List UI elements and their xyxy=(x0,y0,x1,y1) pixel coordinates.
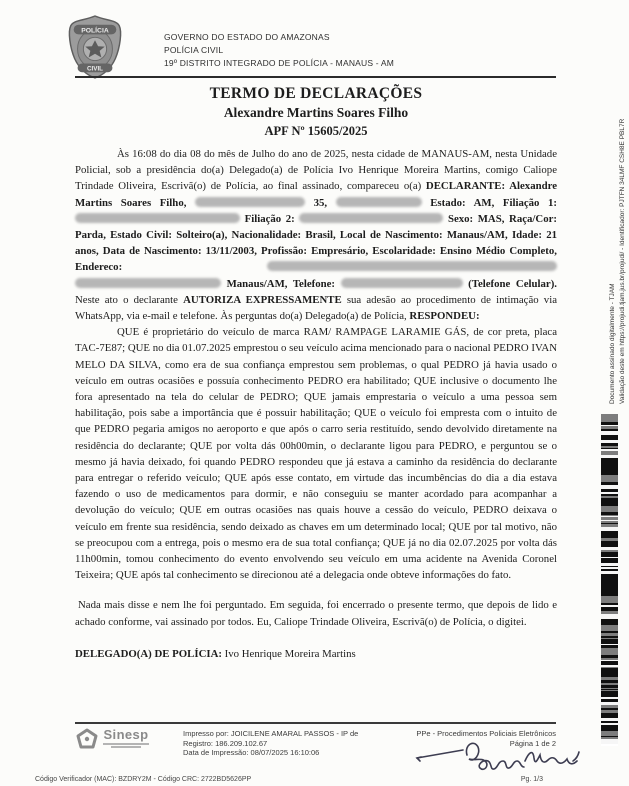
text-segment: QUE é proprietário do veículo de marca RAM/ RAMPAGE LARAMIE GÁS, de cor preta, placa TAC-7E87; QUE no dia 01.07.2025 emprestou o seu veículo acima mencionado para o nacional PEDRO IVAN MELO DA SILVA, como era de sua confiança emprestou sem problemas, o qual PEDRO já havia usado o veículo em outras ocasiões e possuía conhecimento PEDRO era habilitado; QUE inclusive o documento lhe fora apresentado na tela do celular de PEDRO; QUE jamais emprestaria o veículo a uma pessoa sem habilitação, pois sabe a importância que é possuir habilitação; QUE o veículo foi empresta com o intuito de que PEDRO pegaria amigos no aeroporto e que após o carro seria restituído, sendo devolvido diretamente na residência do declarante; QUE por volta dás 00h00min, o declarante ligou para PEDRO, e perguntou se o mesmo já havia deixado, foi quando PEDRO respondeu que já estava a caminho da residência do declarante para entregar o referido veículo; QUE após esse contato, em virtude das incumbências do dia a dia estava fazendo o uso de medicamentos para dormir, e não conseguiu se manter acordado para acompanhar a devolução do veículo; QUE em outras ocasiões nas quais houve a cessão do veículo, PEDRO deixava o veículo em frente sua residência, sendo deixado as chaves em um determinado local; QUE por tal motivo, não se preocupou com a entrega, pois o mesmo era de sua total confiança; QUE já no dia 02.07.2025 por volta dás 11h00min, tomou conhecimento do evento envolvendo seu veículo em uma acidente na Avenida Coronel Teixeira; QUE após tal conhecimento se direcionou até a delegacia onde obteve informações do fato. xyxy=(75,326,557,582)
letterhead xyxy=(64,14,394,80)
org-lines xyxy=(164,14,394,80)
apf-number: APF Nº 15605/2025 xyxy=(264,124,368,138)
badge-top-label: POLÍCIA xyxy=(81,27,109,35)
text-segment: AUTORIZA EXPRESSAMENTE xyxy=(183,293,342,306)
closing-paragraph xyxy=(75,597,557,629)
page-number: Pg. 1/3 xyxy=(520,776,543,783)
text-segment: Sexo: MAS, Raça/Cor: Parda, Estado Civil: Solteiro(a), Nacionalidade: Brasil, Local de Nascimento: Manaus/AM, Idade: 21 anos, Data de Nascimento: 13/11/2003, Profissão: Empresário, Escolaridade: Ensino Médio Completo, Endereco: xyxy=(75,212,557,274)
sidebar-validation-line: Validação deste em https://projudi.tjam.jus.br/projudi/ - Identificador: PJTFN 34LMF CSH8E PBL7R xyxy=(619,118,626,404)
text-segment: Neste ato o declarante xyxy=(75,293,184,306)
printed-by: Impresso por: JOICILENE AMARAL PASSOS - IP de xyxy=(183,729,359,738)
vertical-barcode xyxy=(601,414,618,746)
header-divider xyxy=(75,76,556,78)
redacted-text xyxy=(195,197,305,207)
text-segment: (Telefone Celular). xyxy=(468,277,557,290)
sinesp-logo-icon xyxy=(75,728,99,750)
declarant-name-title: Alexandre Martins Soares Filho xyxy=(223,105,409,120)
text-segment: Filiação 2: xyxy=(244,212,300,225)
registry-ip: Registro: 186.209.102.67 xyxy=(183,738,268,748)
barcode-stripe xyxy=(601,741,618,744)
org-line-government: GOVERNO DO ESTADO DO AMAZONAS xyxy=(164,32,330,42)
text-segment: Manaus/AM, Telefone: xyxy=(226,277,341,290)
document-title: TERMO DE DECLARAÇÕES xyxy=(209,85,423,102)
redacted-text xyxy=(75,213,240,223)
footer-divider xyxy=(75,722,556,724)
statement-paragraph xyxy=(75,324,557,583)
digital-signature-sidebar xyxy=(608,36,628,404)
text-segment: Ivo Henrique Moreira Martins xyxy=(221,647,356,660)
print-info xyxy=(177,728,416,758)
sinesp-logo-text: Sinesp xyxy=(103,727,149,742)
title-block xyxy=(75,85,557,139)
sinesp-logo xyxy=(75,728,177,750)
sidebar-signed-line: Documento assinado digitalmente - TJAM xyxy=(609,283,616,404)
redacted-text xyxy=(341,278,463,288)
ppe-system-name: PPe - Procedimentos Policiais Eletrônicos xyxy=(416,729,556,738)
text-segment: RESPONDEU: xyxy=(409,310,480,323)
text-segment: Às 16:08 do dia 08 do mês de Julho do ano de 2025, nesta cidade de MANAUS-AM, nesta Unidade Policial, sob a presidência do(a) Delegado(a) de Polícia Ivo Henrique Moreira Martins, comigo Caliope Trindade Oliveira, Escrivã(o) de Polícia, ao final assinado, compareceu o(a) xyxy=(75,148,557,193)
text-segment: Estado: AM, Filiação 1: xyxy=(430,196,558,209)
police-civil-badge-icon xyxy=(64,14,126,80)
redacted-text xyxy=(299,213,443,223)
sinesp-caption-line xyxy=(111,746,141,748)
print-date: Data de Impressão: 08/07/2025 16:10:06 xyxy=(183,748,320,757)
delegate-signature xyxy=(413,731,585,779)
text-segment xyxy=(422,197,431,209)
text-segment xyxy=(305,197,314,209)
ppe-page-label: Página 1 de 2 xyxy=(509,738,556,748)
delegate-line xyxy=(75,646,557,662)
redacted-text xyxy=(75,278,221,288)
org-line-police: POLÍCIA CIVIL xyxy=(164,45,224,55)
badge-bottom-label: CIVIL xyxy=(86,65,104,73)
text-segment: Nada mais disse e nem lhe foi perguntado. Em seguida, foi encerrado o presente termo, que depois de lido e achado conforme, vai assinado por todos. Eu, Caliope Trindade Oliveira, Escrivã(o) de Polícia, o digitei. xyxy=(75,599,557,628)
org-line-district: 19º DISTRITO INTEGRADO DE POLÍCIA - MANAUS - AM xyxy=(164,58,395,68)
text-segment: DELEGADO(A) DE POLÍCIA: xyxy=(75,647,222,660)
opening-paragraph xyxy=(75,146,557,324)
text-segment: DECLARANTE: Alexandre Martins Soares Filho, xyxy=(75,180,557,209)
redacted-text xyxy=(336,197,422,207)
document-body xyxy=(75,146,557,662)
text-segment: sua adesão ao procedimento de intimação via WhatsApp, via e-mail e telefone. Às perguntas do(a) Delegado(a) de Polícia, xyxy=(75,293,557,323)
redacted-text xyxy=(267,261,557,271)
sinesp-caption-line xyxy=(103,743,149,745)
verification-code: Código Verificador (MAC): BZDRY2M - Código CRC: 2722BD5626PP xyxy=(35,776,252,783)
text-segment: 35, xyxy=(313,196,336,209)
